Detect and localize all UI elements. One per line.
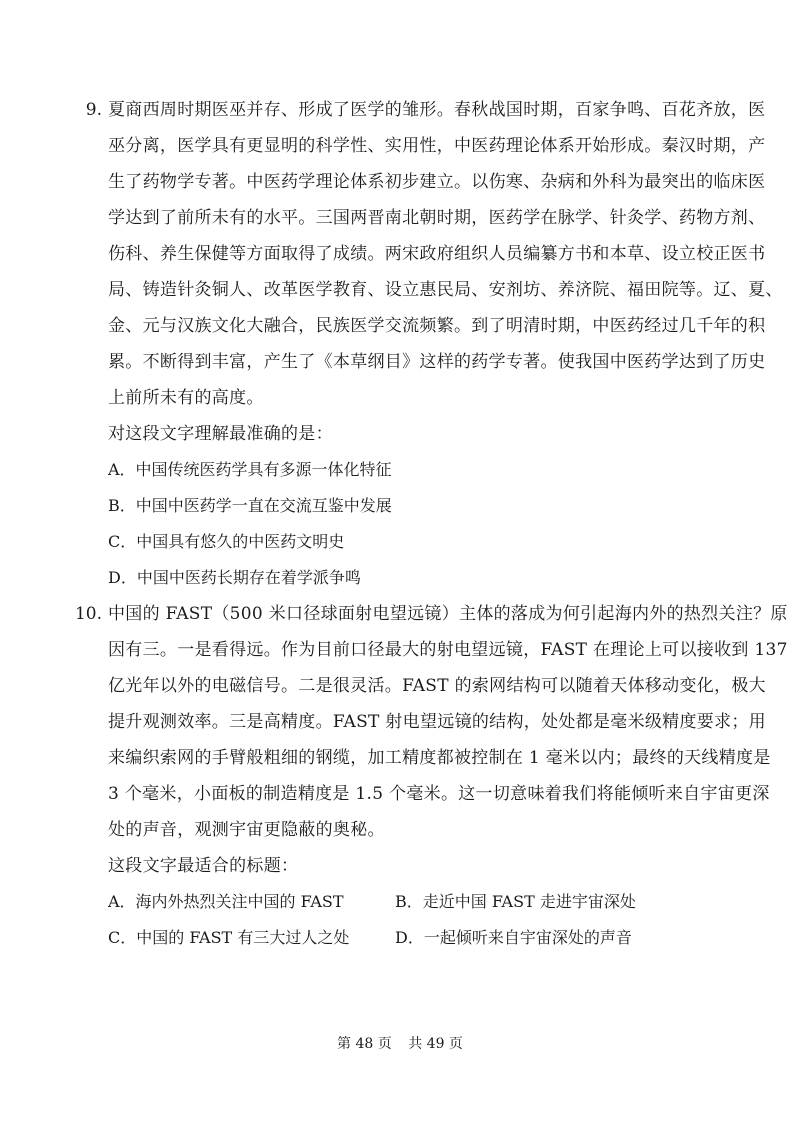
q9-option-c: C．中国具有悠久的中医药文明史: [108, 532, 345, 551]
question-9-number: 9.: [85, 100, 102, 120]
q10-option-c: C．中国的 FAST 有三大过人之处: [108, 928, 350, 947]
q10-passage-line: 来编织索网的手臂般粗细的钢缆，加工精度都被控制在 1 毫米以内；最终的天线精度是: [108, 748, 771, 768]
q10-option-b: B．走近中国 FAST 走进宇宙深处: [395, 892, 636, 911]
q9-passage-line: 伤科、养生保健等方面取得了成绩。两宋政府组织人员编纂方书和本草、设立校正医书: [108, 244, 766, 264]
q9-passage-line: 巫分离，医学具有更显明的科学性、实用性，中医药理论体系开始形成。秦汉时期，产: [108, 136, 766, 156]
q9-passage-line: 累。不断得到丰富，产生了《本草纲目》这样的药学专著。使我国中医药学达到了历史: [108, 352, 766, 372]
q10-option-d: D．一起倾听来自宇宙深处的声音: [395, 928, 632, 947]
q9-passage-line: 局、铸造针灸铜人、改革医学教育、设立惠民局、安剂坊、养济院、福田院等。辽、夏、: [108, 280, 783, 300]
q10-passage-line: 亿光年以外的电磁信号。二是很灵活。FAST 的索网结构可以随着天体移动变化，极大: [108, 676, 766, 696]
q10-passage-line: 3 个毫米，小面板的制造精度是 1.5 个毫米。这一切意味着我们将能倾听来自宇宙更深: [108, 784, 770, 804]
q10-option-a: A．海内外热烈关注中国的 FAST: [108, 892, 344, 911]
q10-passage-line: 因有三。一是看得远。作为目前口径最大的射电望远镜，FAST 在理论上可以接收到 137: [108, 640, 788, 660]
page-number-total: 共 49 页: [408, 1036, 463, 1052]
q10-passage-line: 提升观测效率。三是高精度。FAST 射电望远镜的结构，处处都是毫米级精度要求；用: [108, 712, 766, 732]
q10-prompt: 这段文字最适合的标题：: [108, 856, 299, 876]
q9-passage-line: 学达到了前所未有的水平。三国两晋南北朝时期，医药学在脉学、针灸学、药物方剂、: [108, 208, 766, 228]
q9-option-a: A．中国传统医药学具有多源一体化特征: [108, 460, 392, 479]
q9-prompt: 对这段文字理解最准确的是：: [108, 424, 333, 444]
page-footer: [0, 1034, 800, 1054]
question-10-number: 10.: [74, 604, 102, 624]
q9-passage-line: 金、元与汉族文化大融合，民族医学交流频繁。到了明清时期，中医药经过几千年的积: [108, 316, 766, 336]
q10-passage-line: 处的声音，观测宇宙更隐蔽的奥秘。: [108, 820, 385, 840]
q9-passage-line: 上前所未有的高度。: [108, 388, 264, 408]
q9-passage-line: 生了药物学专著。中医药学理论体系初步建立。以伤寒、杂病和外科为最突出的临床医: [108, 172, 766, 192]
q9-option-b: B．中国中医药学一直在交流互鉴中发展: [108, 496, 392, 515]
q10-passage-line: 中国的 FAST（500 米口径球面射电望远镜）主体的落成为何引起海内外的热烈关注？原: [108, 604, 788, 624]
q9-passage-line: 夏商西周时期医巫并存、形成了医学的雏形。春秋战国时期，百家争鸣、百花齐放，医: [108, 100, 766, 120]
q9-option-d: D．中国中医药长期存在着学派争鸣: [108, 568, 361, 587]
page-number-current: 第 48 页: [337, 1036, 392, 1052]
